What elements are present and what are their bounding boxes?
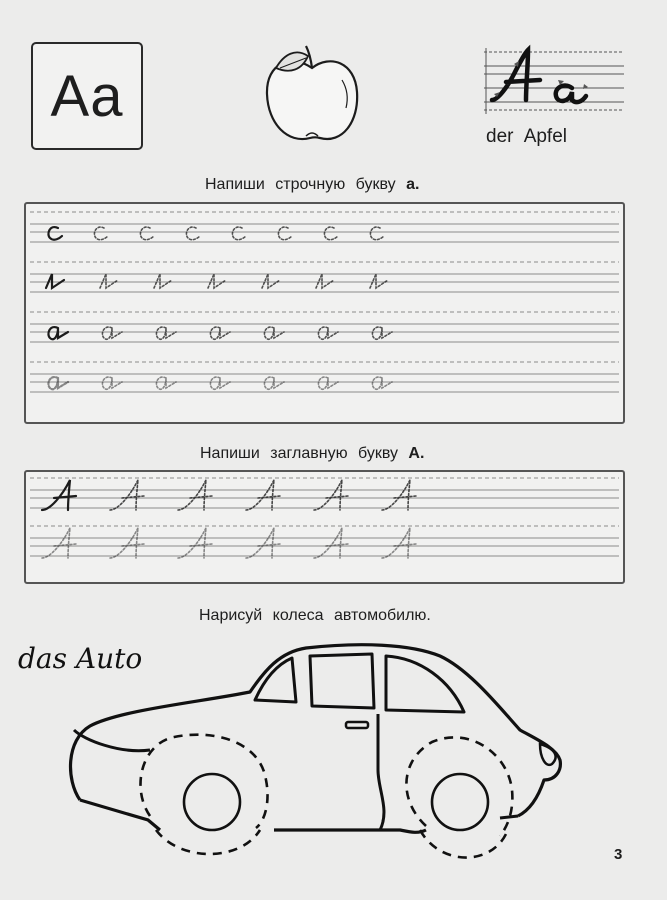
cursive-practice-glyph (178, 528, 212, 558)
cursive-practice-glyph (208, 274, 226, 288)
cursive-practice-glyph (370, 227, 384, 240)
apple-icon (262, 40, 362, 146)
car-icon (60, 630, 580, 865)
uppercase-instruction (200, 445, 424, 463)
lowercase-instruction-text: Напиши строчную букву (205, 176, 396, 193)
uppercase-instruction-text: Напиши заглавную букву (200, 445, 398, 462)
cursive-practice-glyph (318, 327, 338, 339)
cursive-practice-glyph (42, 528, 76, 558)
cursive-practice-glyph (264, 327, 284, 339)
letter-box: Aa (31, 42, 143, 150)
page-number: 3 (614, 846, 623, 863)
cursive-practice-glyph (110, 528, 144, 558)
lowercase-practice-panel (24, 202, 625, 424)
cursive-practice-glyph (324, 227, 338, 240)
cursive-practice-glyph (140, 227, 154, 240)
cursive-practice-glyph (278, 227, 292, 240)
cursive-practice-glyph (100, 274, 118, 288)
cursive-practice-glyph (372, 327, 392, 339)
cursive-practice-glyph (264, 377, 284, 389)
cursive-practice-glyph (372, 377, 392, 389)
cursive-practice-glyph (102, 327, 122, 339)
cursive-practice-glyph (46, 274, 64, 288)
cursive-practice-glyph (154, 274, 172, 288)
cursive-practice-glyph (156, 377, 176, 389)
cursive-practice-glyph (382, 528, 416, 558)
cursive-practice-glyph (246, 480, 280, 510)
cursive-practice-glyph (232, 227, 246, 240)
cursive-practice-glyph (186, 227, 200, 240)
cursive-practice-glyph (102, 377, 122, 389)
cursive-practice-glyph (178, 480, 212, 510)
cursive-practice-glyph (48, 377, 68, 389)
cursive-practice-glyph (318, 377, 338, 389)
cursive-practice-glyph (42, 480, 76, 510)
cursive-practice-glyph (370, 274, 388, 288)
uppercase-writing-lines (26, 472, 623, 582)
cursive-practice-glyph (382, 480, 416, 510)
cursive-practice-glyph (314, 528, 348, 558)
car-instruction: Нарисуй колеса автомобилю. (199, 607, 431, 624)
cursive-practice-glyph (262, 274, 280, 288)
lowercase-instruction-letter: а. (406, 176, 420, 193)
lowercase-instruction (205, 176, 419, 194)
cursive-practice-glyph (156, 327, 176, 339)
cursive-word-text: das Auto (18, 642, 143, 675)
uppercase-practice-panel (24, 470, 625, 584)
cursive-practice-glyph (246, 528, 280, 558)
cursive-practice-glyph (210, 327, 230, 339)
uppercase-instruction-letter: А. (408, 445, 425, 462)
cursive-practice-glyph (314, 480, 348, 510)
cursive-practice-glyph (110, 480, 144, 510)
cursive-practice-glyph (48, 327, 68, 339)
apple-word: der Apfel (486, 126, 567, 147)
lowercase-writing-lines (26, 204, 623, 422)
cursive-practice-glyph (210, 377, 230, 389)
cursive-practice-glyph (48, 227, 62, 240)
cursive-letter-sample (484, 44, 624, 120)
cursive-practice-glyph (94, 227, 108, 240)
cursive-practice-glyph (316, 274, 334, 288)
